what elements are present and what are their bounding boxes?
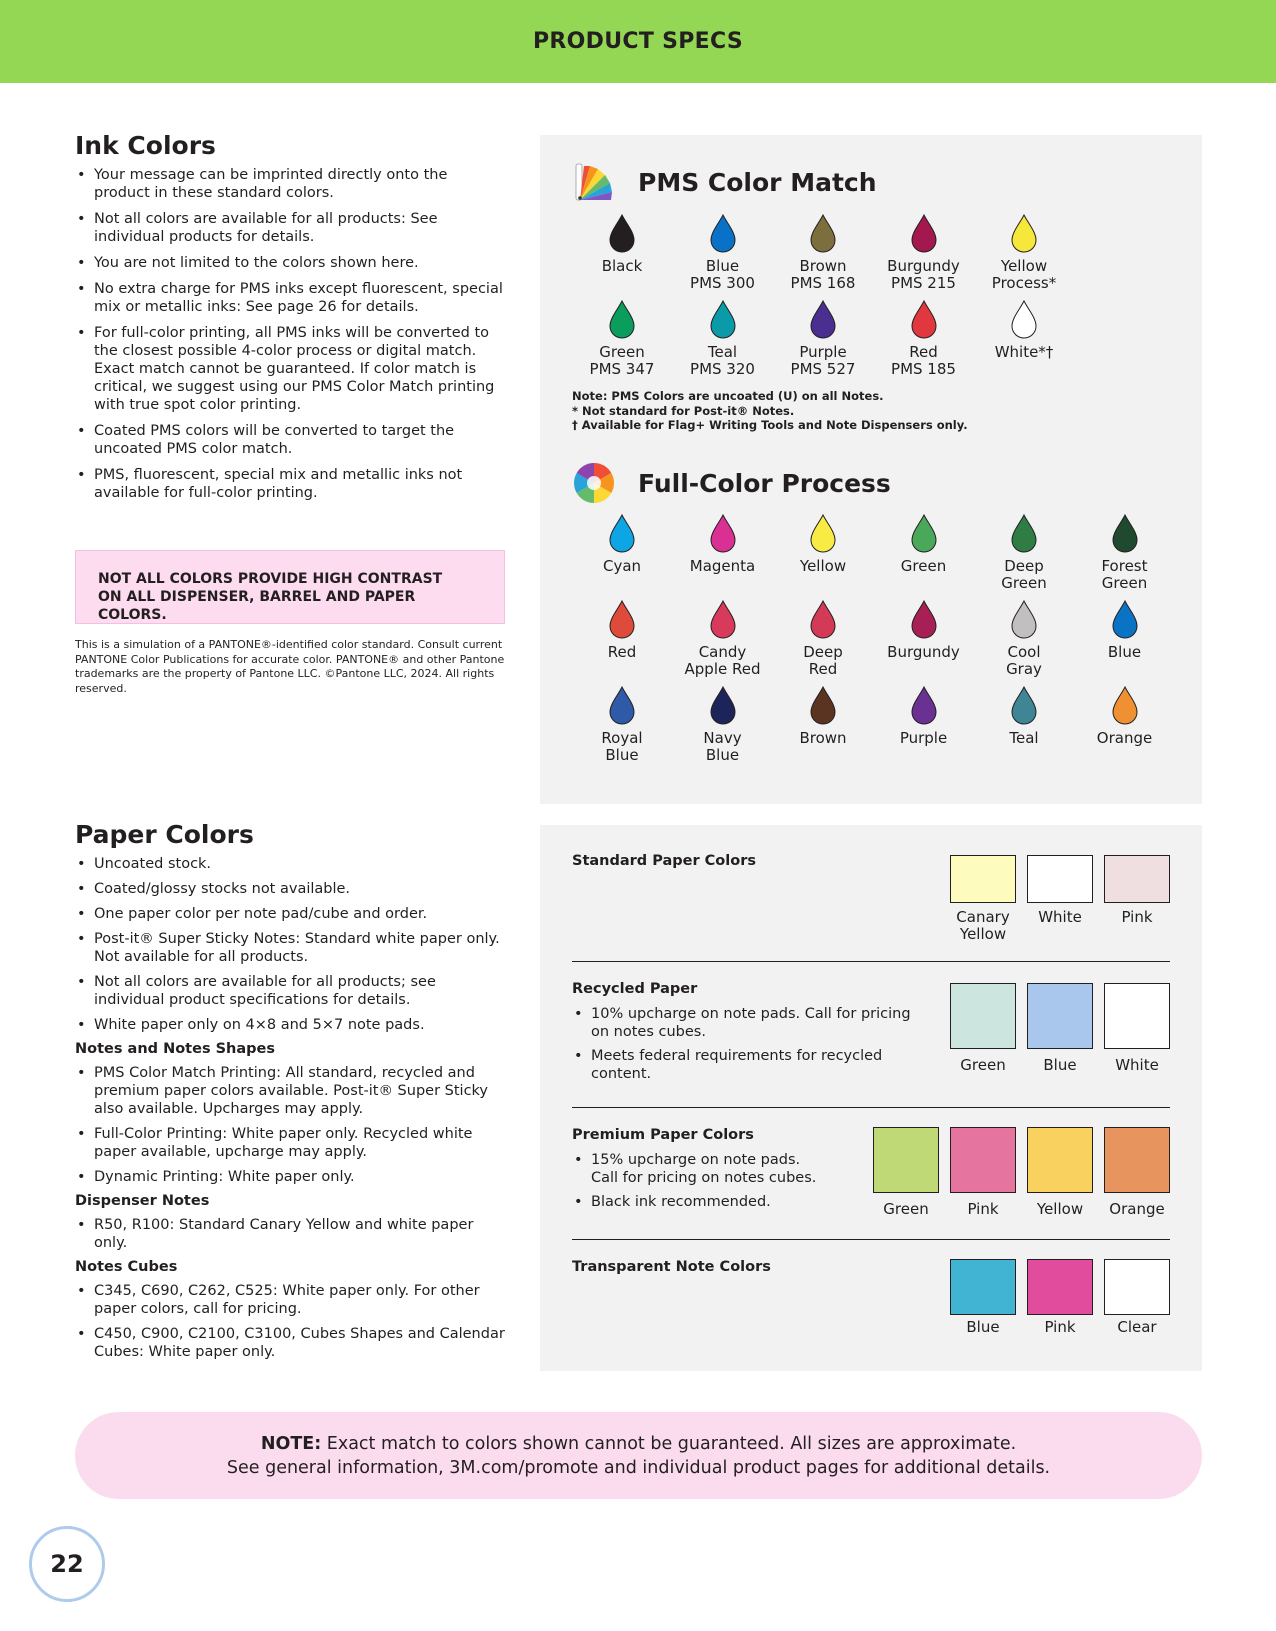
- notes-shapes-bullet: • Dynamic Printing: White paper only.: [75, 1168, 505, 1186]
- paper-color-swatch: [1104, 1259, 1170, 1315]
- ink-color-label: Magenta: [689, 557, 756, 575]
- ink-color-swatch: [773, 299, 873, 378]
- ink-color-label: Candy Apple Red: [684, 643, 761, 678]
- divider-3: [572, 1239, 1170, 1240]
- ink-colors-title: Ink Colors: [75, 131, 216, 160]
- ink-color-label: Black: [601, 257, 643, 275]
- ink-color-label: Deep Green: [1001, 557, 1047, 592]
- ink-bullet: • Your message can be imprinted directly onto the product in these standard colors.: [75, 166, 505, 202]
- ink-drop-icon: [1010, 513, 1038, 553]
- paper-color-swatch: [950, 1259, 1016, 1315]
- ink-color-swatch: [673, 685, 773, 764]
- paper-swatch-panel: [540, 825, 1202, 1371]
- ink-colors-list: [75, 166, 505, 502]
- ink-color-swatch: [1075, 513, 1175, 592]
- ink-color-swatch: [673, 299, 773, 378]
- pms-heading: [572, 160, 877, 204]
- ink-color-swatch: [874, 685, 974, 747]
- ink-bullet: • Coated PMS colors will be converted to target the uncoated PMS color match.: [75, 422, 505, 458]
- ink-drop-icon: [809, 685, 837, 725]
- ink-color-label: Yellow Process*: [991, 257, 1057, 292]
- ink-color-label: Blue: [1107, 643, 1142, 661]
- cubes-bullet: • C450, C900, C2100, C3100, Cubes Shapes and Calendar Cubes: White paper only.: [75, 1325, 505, 1361]
- ink-color-label: Red PMS 185: [891, 343, 956, 378]
- ink-color-label: Navy Blue: [703, 729, 742, 764]
- recycled-bullet: • 10% upcharge on note pads. Call for pricing on notes cubes.: [572, 1005, 912, 1041]
- ink-color-swatch: [673, 513, 773, 575]
- pms-note-3: † Available for Flag+ Writing Tools and Note Dispensers only.: [572, 418, 968, 432]
- premium-bullet-line: Call for pricing on notes cubes.: [591, 1170, 817, 1186]
- ink-color-swatch: [673, 213, 773, 292]
- premium-bullet: • Black ink recommended.: [572, 1193, 872, 1211]
- notes-cubes-list: [75, 1282, 505, 1361]
- paper-color-swatch: [1104, 983, 1170, 1049]
- dispenser-notes-heading: Dispenser Notes: [75, 1193, 210, 1209]
- paper-color-label: White: [1115, 1056, 1159, 1074]
- paper-color-swatch: [950, 1127, 1016, 1193]
- ink-color-label: Cyan: [602, 557, 642, 575]
- ink-color-label: Brown: [799, 729, 847, 747]
- ink-drop-icon: [709, 213, 737, 253]
- ink-drop-icon: [608, 299, 636, 339]
- ink-drop-icon: [910, 599, 938, 639]
- note-text: Exact match to colors shown cannot be guaranteed. All sizes are approximate.: [321, 1433, 1017, 1454]
- ink-color-swatch: [874, 599, 974, 661]
- ink-color-label: Royal Blue: [601, 729, 643, 764]
- recycled-bullet: • Meets federal requirements for recycled content.: [572, 1047, 912, 1083]
- paper-bullet: • Uncoated stock.: [75, 855, 505, 873]
- ink-drop-icon: [910, 213, 938, 253]
- ink-color-label: Forest Green: [1101, 557, 1148, 592]
- paper-color-swatch: [1027, 855, 1093, 903]
- paper-colors-list: [75, 855, 505, 1034]
- ink-color-label: Burgundy PMS 215: [887, 257, 960, 292]
- ink-color-label: Red: [607, 643, 637, 661]
- ink-bullet: • For full-color printing, all PMS inks will be converted to the closest possible 4-color process or digital match. Exact match cannot be guaranteed. If color match is critical, we suggest using our PMS Color Match printing with true spot color printing.: [75, 324, 505, 414]
- ink-color-swatch: [773, 685, 873, 747]
- ink-drop-icon: [1010, 299, 1038, 339]
- paper-color-swatch: [1104, 855, 1170, 903]
- cubes-bullet: • C345, C690, C262, C525: White paper only. For other paper colors, call for pricing.: [75, 1282, 505, 1318]
- paper-color-label: Pink: [967, 1200, 999, 1218]
- paper-color-label: White: [1038, 908, 1082, 926]
- standard-paper-title: Standard Paper Colors: [572, 853, 756, 869]
- recycled-paper-title: Recycled Paper: [572, 981, 698, 997]
- ink-color-swatch: [773, 213, 873, 292]
- paper-color-swatch: [873, 1127, 939, 1193]
- ink-drop-icon: [709, 599, 737, 639]
- ink-drop-icon: [608, 513, 636, 553]
- ink-drop-icon: [910, 685, 938, 725]
- ink-color-swatch: [773, 513, 873, 575]
- pantone-disclaimer: This is a simulation of a PANTONE®-identified color standard. Consult current PANTONE Color Publications for accurate color. PANTONE® and other Pantone trademarks are the property of Pantone LLC. ©Pantone LLC, 2024. All rights reserved.: [75, 638, 505, 695]
- ink-drop-icon: [1010, 685, 1038, 725]
- ink-color-label: Cool Gray: [1006, 643, 1042, 678]
- full-color-title: Full-Color Process: [638, 468, 891, 498]
- ink-bullet: • You are not limited to the colors shown here.: [75, 254, 505, 272]
- warning-line-2: ON ALL DISPENSER, BARREL AND PAPER COLORS.: [98, 589, 416, 623]
- notes-cubes-heading: Notes Cubes: [75, 1259, 178, 1275]
- bottom-note-line-1: [261, 1432, 1016, 1456]
- paper-color-swatch: [950, 855, 1016, 903]
- paper-bullet: • One paper color per note pad/cube and order.: [75, 905, 505, 923]
- paper-color-label: Orange: [1109, 1200, 1165, 1218]
- color-wheel-icon: [572, 461, 616, 505]
- paper-colors-title: Paper Colors: [75, 820, 254, 849]
- notes-shapes-bullet: • Full-Color Printing: White paper only. Recycled white paper available, upcharge may apply.: [75, 1125, 505, 1161]
- ink-color-swatch: [572, 685, 672, 764]
- ink-color-label: Orange: [1096, 729, 1153, 747]
- ink-drop-icon: [809, 213, 837, 253]
- full-color-heading: [572, 461, 891, 505]
- page-header-title: PRODUCT SPECS: [533, 29, 743, 54]
- contrast-warning-box: [75, 550, 505, 624]
- ink-color-label: Burgundy: [887, 643, 960, 661]
- paper-bullet: • Post-it® Super Sticky Notes: Standard white paper only. Not available for all products.: [75, 930, 505, 966]
- ink-color-swatch: [1075, 685, 1175, 747]
- warning-line-1: NOT ALL COLORS PROVIDE HIGH CONTRAST: [98, 571, 443, 587]
- ink-colors-section: [75, 131, 505, 510]
- page-number: 22: [29, 1526, 105, 1602]
- notes-shapes-bullet: • PMS Color Match Printing: All standard, recycled and premium paper colors available. Post-it® Super Sticky also available. Upcharges may apply.: [75, 1064, 505, 1118]
- bottom-note-line-2: See general information, 3M.com/promote and individual product pages for additional details.: [226, 1457, 1051, 1478]
- paper-color-label: Yellow: [1036, 1200, 1084, 1218]
- paper-color-swatch: [1027, 1259, 1093, 1315]
- paper-color-label: Blue: [1043, 1056, 1077, 1074]
- ink-color-swatch: [572, 299, 672, 378]
- transparent-notes-title: Transparent Note Colors: [572, 1259, 771, 1275]
- note-label: NOTE:: [260, 1433, 322, 1454]
- ink-color-swatch: [572, 513, 672, 575]
- premium-paper-title: Premium Paper Colors: [572, 1127, 754, 1143]
- ink-drop-icon: [709, 299, 737, 339]
- ink-drop-icon: [709, 685, 737, 725]
- ink-drop-icon: [809, 299, 837, 339]
- paper-bullet: • White paper only on 4×8 and 5×7 note pads.: [75, 1016, 505, 1034]
- ink-drop-icon: [608, 213, 636, 253]
- ink-color-swatch: [974, 513, 1074, 592]
- ink-bullet: • PMS, fluorescent, special mix and metallic inks not available for full-color printing.: [75, 466, 505, 502]
- paper-color-label: Blue: [966, 1318, 1000, 1336]
- paper-color-label: Pink: [1044, 1318, 1076, 1336]
- ink-color-swatch: [874, 513, 974, 575]
- ink-color-swatch: [974, 213, 1074, 292]
- paper-color-swatch: [1027, 983, 1093, 1049]
- ink-drop-icon: [1010, 599, 1038, 639]
- ink-color-label: Yellow: [799, 557, 847, 575]
- divider-1: [572, 961, 1170, 962]
- paper-bullet: • Not all colors are available for all products; see individual product specifications for details.: [75, 973, 505, 1009]
- ink-color-swatch: [874, 213, 974, 292]
- recycled-paper-list: [572, 1005, 912, 1083]
- ink-color-label: Blue PMS 300: [690, 257, 755, 292]
- ink-color-label: Green: [900, 557, 947, 575]
- ink-color-swatch: [673, 599, 773, 678]
- paper-color-swatch: [1027, 1127, 1093, 1193]
- paper-color-swatch: [1104, 1127, 1170, 1193]
- ink-drop-icon: [608, 599, 636, 639]
- ink-color-swatch: [974, 299, 1074, 361]
- ink-color-label: Teal PMS 320: [690, 343, 755, 378]
- paper-color-label: Canary Yellow: [956, 908, 1010, 943]
- ink-color-label: Purple: [899, 729, 948, 747]
- premium-bullet: [572, 1151, 872, 1187]
- ink-drop-icon: [809, 513, 837, 553]
- ink-drop-icon: [1111, 513, 1139, 553]
- notes-shapes-heading: Notes and Notes Shapes: [75, 1041, 276, 1057]
- pms-note-1: Note: PMS Colors are uncoated (U) on all Notes.: [572, 389, 884, 403]
- ink-swatch-panel: [540, 135, 1202, 804]
- paper-bullet: • Coated/glossy stocks not available.: [75, 880, 505, 898]
- ink-color-label: Deep Red: [803, 643, 843, 678]
- paper-color-label: Green: [960, 1056, 1006, 1074]
- ink-color-label: Brown PMS 168: [790, 257, 856, 292]
- ink-color-label: Purple PMS 527: [790, 343, 856, 378]
- ink-color-label: Green PMS 347: [589, 343, 655, 378]
- ink-drop-icon: [608, 685, 636, 725]
- ink-color-swatch: [572, 599, 672, 661]
- premium-paper-list: [572, 1151, 872, 1211]
- ink-color-swatch: [874, 299, 974, 378]
- ink-color-swatch: [1075, 599, 1175, 661]
- ink-drop-icon: [1111, 685, 1139, 725]
- pms-title: PMS Color Match: [638, 167, 877, 197]
- ink-color-label: White*†: [994, 343, 1054, 361]
- paper-color-swatch: [950, 983, 1016, 1049]
- pms-notes: [572, 389, 968, 433]
- ink-bullet: • No extra charge for PMS inks except fluorescent, special mix or metallic inks: See page 26 for details.: [75, 280, 505, 316]
- paper-colors-section: [75, 820, 505, 1368]
- ink-color-swatch: [572, 213, 672, 275]
- divider-2: [572, 1107, 1170, 1108]
- header-bar: [0, 0, 1276, 83]
- ink-color-swatch: [974, 599, 1074, 678]
- premium-bullet-line: 15% upcharge on note pads.: [591, 1152, 801, 1168]
- ink-drop-icon: [709, 513, 737, 553]
- dispenser-bullet: • R50, R100: Standard Canary Yellow and white paper only.: [75, 1216, 505, 1252]
- ink-drop-icon: [809, 599, 837, 639]
- ink-color-swatch: [974, 685, 1074, 747]
- ink-drop-icon: [1111, 599, 1139, 639]
- color-fan-icon: [572, 160, 616, 204]
- ink-drop-icon: [910, 299, 938, 339]
- ink-color-label: Teal: [1009, 729, 1039, 747]
- dispenser-notes-list: [75, 1216, 505, 1252]
- pms-note-2: * Not standard for Post-it® Notes.: [572, 403, 795, 418]
- ink-drop-icon: [1010, 213, 1038, 253]
- ink-bullet: • Not all colors are available for all products: See individual products for details.: [75, 210, 505, 246]
- notes-shapes-list: [75, 1064, 505, 1186]
- bottom-note: [75, 1412, 1202, 1499]
- paper-color-label: Clear: [1117, 1318, 1157, 1336]
- ink-drop-icon: [910, 513, 938, 553]
- paper-color-label: Pink: [1121, 908, 1153, 926]
- paper-color-label: Green: [883, 1200, 929, 1218]
- ink-color-swatch: [773, 599, 873, 678]
